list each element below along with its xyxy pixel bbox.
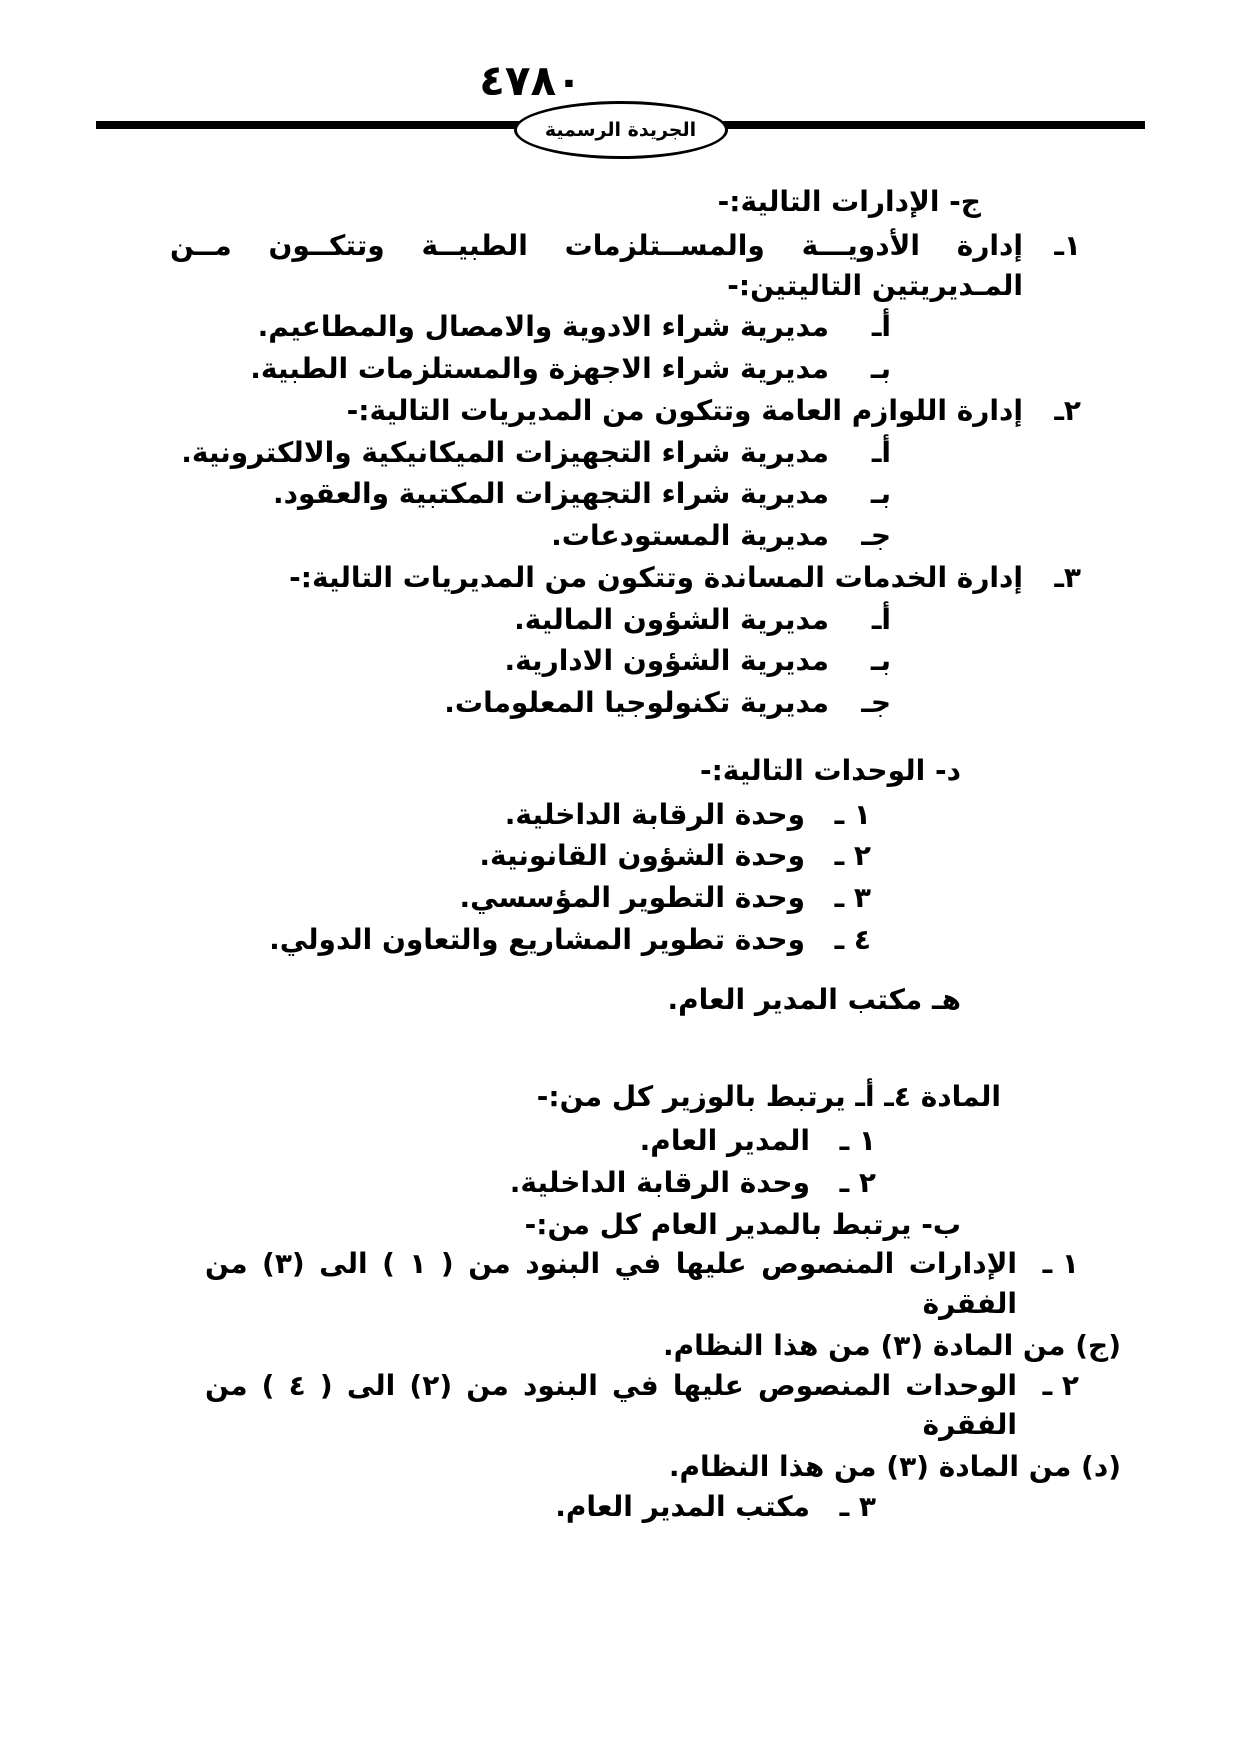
list-item bbox=[110, 1121, 1121, 1161]
list-marker: ٣ ـ bbox=[839, 1489, 876, 1523]
article-b-heading: ب- يرتبط بالمدير العام كل من:- bbox=[524, 1207, 961, 1241]
list-item bbox=[110, 516, 1121, 556]
page-header bbox=[0, 0, 1241, 150]
list-item bbox=[110, 878, 1121, 918]
section-d-heading: د- الوحدات التالية:- bbox=[699, 753, 961, 787]
list-item bbox=[110, 836, 1121, 876]
list-text: وحدة التطوير المؤسسي. bbox=[459, 881, 805, 914]
list-marker: ١ ـ bbox=[1042, 1247, 1079, 1281]
list-item bbox=[110, 391, 1121, 431]
list-marker: أـ bbox=[871, 310, 891, 344]
list-item bbox=[110, 600, 1121, 640]
list-item bbox=[110, 1487, 1121, 1527]
list-item bbox=[110, 558, 1121, 598]
list-item bbox=[110, 433, 1121, 473]
list-marker: أـ bbox=[871, 435, 891, 469]
list-item bbox=[110, 920, 1121, 960]
list-marker: ٢ ـ bbox=[839, 1165, 876, 1199]
list-text: مديرية شراء الادوية والامصال والمطاعيم. bbox=[257, 310, 829, 344]
list-item bbox=[110, 641, 1121, 681]
list-marker: جـ bbox=[861, 519, 891, 552]
list-text: الوحدات المنصوص عليها في البنود من (٢) الى ( ٤ ) من الفقرة bbox=[205, 1368, 1017, 1442]
section-e-heading: هـ مكتب المدير العام. bbox=[667, 982, 961, 1016]
section-c-heading: ج- الإدارات التالية:- bbox=[717, 185, 981, 218]
list-text: المدير العام. bbox=[639, 1124, 810, 1157]
list-marker: ٤ ـ bbox=[834, 922, 871, 956]
list-item bbox=[110, 795, 1121, 835]
list-marker: ١ـ bbox=[1054, 228, 1081, 262]
document-body bbox=[0, 150, 1241, 1527]
list-text: مديرية تكنولوجيا المعلومات. bbox=[444, 686, 829, 719]
list-item bbox=[110, 226, 1121, 306]
list-text: إدارة الخدمات المساندة وتتكون من المديريات التالية:- bbox=[289, 560, 1023, 594]
article-heading: المادة ٤ـ أـ يرتبط بالوزير كل من:- bbox=[536, 1080, 1001, 1114]
list-item bbox=[110, 349, 1121, 389]
list-text: الإدارات المنصوص عليها في البنود من ( ١ ) الى (٣) من الفقرة bbox=[205, 1247, 1018, 1320]
list-text: وحدة الشؤون القانونية. bbox=[479, 839, 805, 873]
list-marker: ٣ـ bbox=[1054, 560, 1081, 594]
list-text: وحدة الرقابة الداخلية. bbox=[509, 1165, 810, 1199]
list-text: مديرية شراء التجهيزات المكتبية والعقود. bbox=[272, 477, 829, 511]
list-text: مديرية الشؤون المالية. bbox=[514, 602, 829, 636]
list-marker: أـ bbox=[871, 602, 891, 636]
list-marker: ٣ ـ bbox=[834, 881, 871, 914]
list-text: وحدة الرقابة الداخلية. bbox=[504, 797, 805, 831]
list-marker: بـ bbox=[870, 644, 891, 678]
official-gazette-label: الجريدة الرسمية bbox=[544, 118, 697, 141]
list-text: إدارة اللوازم العامة وتتكون من المديريات التالية:- bbox=[346, 393, 1023, 427]
list-marker: بـ bbox=[870, 352, 891, 385]
list-text-continuation: (د) من المادة (٣) من هذا النظام. bbox=[668, 1450, 1121, 1483]
list-marker: ٢ ـ bbox=[834, 839, 871, 873]
list-text: مكتب المدير العام. bbox=[555, 1489, 810, 1523]
list-text-continuation: (ج) من المادة (٣) من هذا النظام. bbox=[663, 1328, 1121, 1362]
list-item bbox=[110, 307, 1121, 347]
list-item bbox=[110, 683, 1121, 723]
list-text: مديرية المستودعات. bbox=[551, 519, 829, 552]
list-item bbox=[110, 1244, 1121, 1324]
list-marker: ٢ ـ bbox=[1042, 1368, 1079, 1402]
list-text: مديرية شراء التجهيزات الميكانيكية والالكترونية. bbox=[181, 435, 829, 469]
list-marker: ١ ـ bbox=[839, 1124, 876, 1157]
list-text: مديرية شراء الاجهزة والمستلزمات الطبية. bbox=[250, 352, 829, 385]
list-marker: ١ ـ bbox=[834, 797, 871, 831]
list-item bbox=[110, 1366, 1121, 1446]
list-text: إدارة الأدويـــة والمســتلزمات الطبيــة وتتكــون مــن المـديريتين التاليتين:- bbox=[170, 228, 1023, 302]
list-text: وحدة تطوير المشاريع والتعاون الدولي. bbox=[269, 922, 805, 956]
list-item bbox=[110, 474, 1121, 514]
page-number: ٤٧٨٠ bbox=[479, 56, 582, 105]
list-marker: ٢ـ bbox=[1054, 393, 1081, 427]
list-marker: جـ bbox=[861, 686, 891, 719]
list-text: مديرية الشؤون الادارية. bbox=[504, 644, 829, 678]
list-item bbox=[110, 1163, 1121, 1203]
official-gazette-badge bbox=[514, 101, 728, 159]
list-marker: بـ bbox=[870, 477, 891, 511]
